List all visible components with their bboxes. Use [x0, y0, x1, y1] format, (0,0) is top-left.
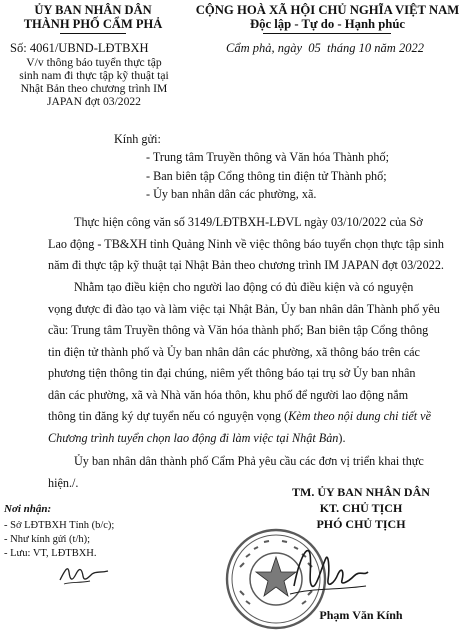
noinhan-label: Nơi nhận: — [4, 503, 52, 515]
doc-subject — [4, 56, 184, 108]
sign-line3: PHÓ CHỦ TỊCH — [316, 517, 406, 531]
signature-icon — [282, 536, 374, 608]
recipient-item: - Ban biên tập Cổng thông tin điện tử Thành phố; — [146, 168, 387, 183]
recipients-label: Kính gửi: — [114, 132, 161, 146]
subject-line: JAPAN đợt 03/2022 — [47, 95, 141, 108]
nation-line2: Độc lập - Tự do - Hạnh phúc — [249, 17, 406, 31]
para2-line: cầu: Trung tâm Truyền thông và Văn hóa thành phố; Ban biên tập Cổng thông — [48, 323, 429, 337]
para2-line: Nhằm tạo điều kiện cho người lao động có đủ điều kiện và có nguyện — [74, 280, 414, 294]
org-name-line2: THÀNH PHỐ CẨM PHẢ — [23, 17, 163, 31]
para3-line: hiện./. — [48, 475, 79, 490]
date-day: 05 — [308, 41, 321, 55]
date-year-label: năm — [374, 41, 396, 55]
recipients-list — [146, 148, 389, 204]
noinhan-item: - Sở LĐTBXH Tỉnh (b/c); — [4, 520, 115, 531]
noinhan-item: - Như kính gửi (t/h); — [4, 534, 91, 545]
subject-line: Nhật Bản theo chương trình IM — [20, 82, 168, 95]
doc-number — [10, 41, 149, 55]
para3-line: Ủy ban nhân dân thành phố Cẩm Phả yêu cầu các đơn vị triển khai thực — [74, 454, 424, 468]
recipient-item: - Ủy ban nhân dân các phường, xã. — [146, 187, 317, 201]
sign-line2: KT. CHỦ TỊCH — [319, 501, 403, 515]
para2-line: vọng được đi đào tạo và làm việc tại Nhật Bản, Ủy ban nhân dân Thành phố yêu — [48, 301, 440, 316]
para2-line: thông tin đăng ký dự tuyển nếu có nguyện vọng (Kèm theo nội dung chi tiết về — [48, 409, 432, 423]
para2-line: Chương trình tuyển chọn lao động đi làm việc tại Nhật Bản). — [48, 430, 346, 445]
doc-number-prefix: Số: — [10, 41, 27, 55]
initials-signature — [56, 562, 116, 588]
subject-line: sinh nam đi thực tập kỹ thuật tại — [19, 69, 169, 82]
nation-line1: CỘNG HOÀ XÃ HỘI CHỦ NGHĨA VIỆT NAM — [195, 3, 460, 17]
para1-line: Lao động - TB&XH tỉnh Quảng Ninh về việc thông báo tuyển chọn thực tập sinh — [48, 236, 444, 251]
date-year: 2022 — [398, 41, 424, 55]
noinhan-item: - Lưu: VT, LĐTBXH. — [4, 548, 97, 559]
org-underline — [60, 33, 126, 34]
attachment-note: Kèm theo nội dung chi tiết về — [288, 409, 432, 423]
para2-line: dân các phường, xã và Nhà văn hóa thôn, khu phố để người lao động nắm — [48, 387, 409, 402]
nation-underline — [263, 33, 391, 34]
para2-line: phương tiện thông tin đại chúng, niêm yết thông báo tại trụ sở Ủy ban nhân — [48, 366, 416, 380]
attachment-note: Chương trình tuyển chọn lao động đi làm việc tại Nhật Bản — [48, 430, 339, 445]
paragraph-1 — [48, 212, 468, 277]
signer-name: Phạm Văn Kính — [319, 608, 403, 622]
para1-line: năm đi thực tập kỹ thuật tại Nhật Bản theo chương trình IM JAPAN đợt 03/2022. — [48, 258, 444, 272]
org-name-line1: ỦY BAN NHÂN DÂN — [34, 3, 152, 17]
para1-line: Thực hiện công văn số 3149/LĐTBXH-LĐVL ngày 03/10/2022 của Sở — [74, 215, 423, 229]
paragraph-2 — [48, 277, 468, 449]
recipient-item: - Trung tâm Truyền thông và Văn hóa Thành phố; — [146, 150, 389, 164]
noinhan-list — [4, 519, 114, 561]
date-month-label: tháng — [327, 41, 356, 55]
date-prefix: Cẩm phả, ngày — [226, 41, 303, 55]
para2-line: tin điện tử thành phố và Ủy ban nhân dân các phường, xã thông báo trên các — [48, 344, 420, 359]
doc-date — [226, 41, 424, 55]
date-month: 10 — [358, 41, 372, 55]
subject-line: V/v thông báo tuyển thực tập — [26, 56, 162, 69]
doc-number-value: 4061/UBND-LĐTBXH — [29, 41, 149, 55]
sign-line1: TM. ỦY BAN NHÂN DÂN — [292, 485, 430, 499]
